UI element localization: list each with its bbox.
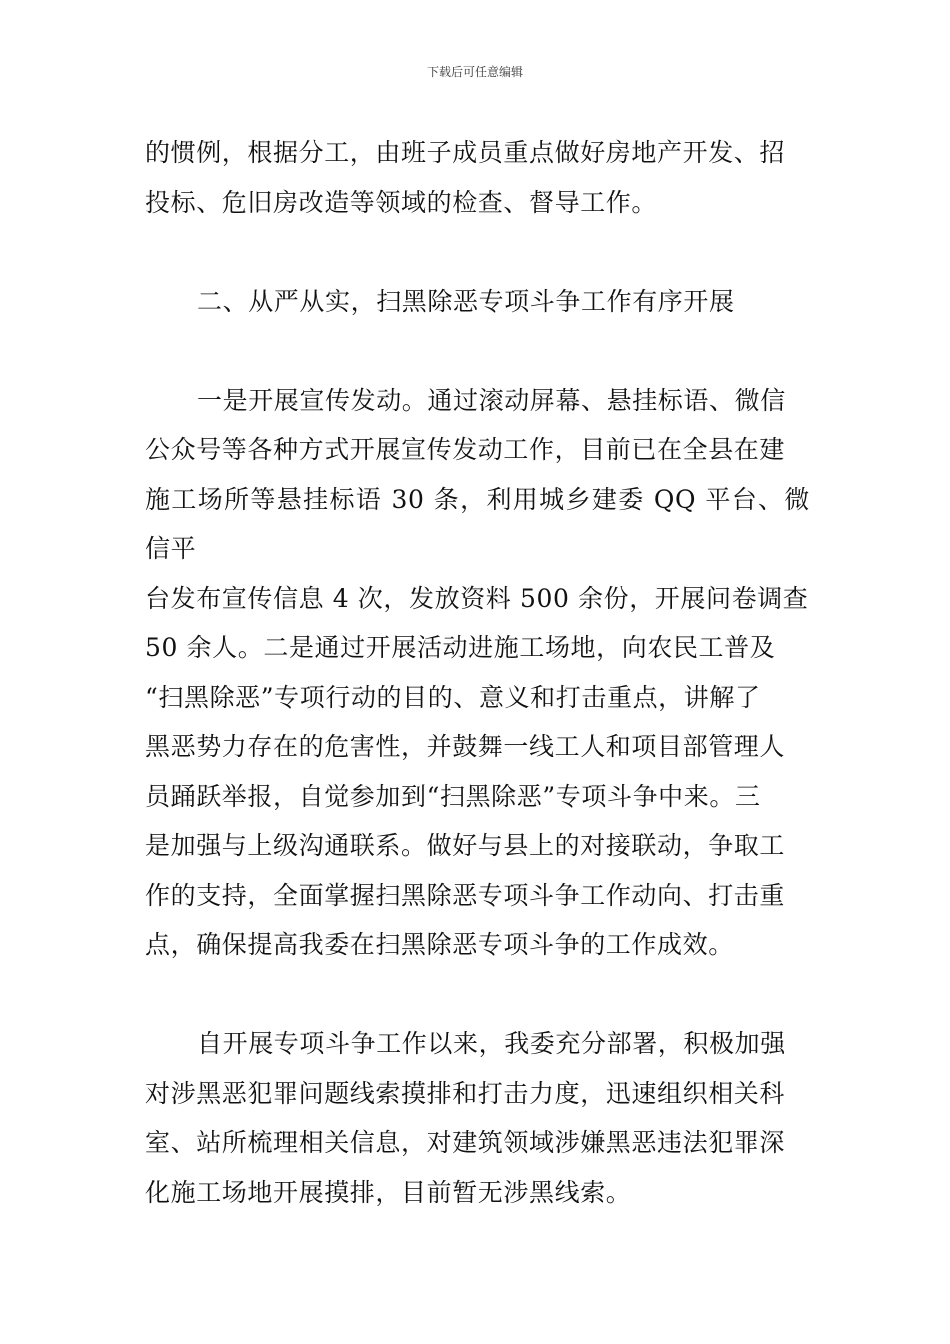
text-line: 室、站所梳理相关信息，对建筑领域涉嫌黑恶违法犯罪深 <box>145 1128 786 1157</box>
text-line: 50 余人。二是通过开展活动进施工场地，向农民工普及 <box>145 633 776 662</box>
text-line: “扫黑除恶”专项行动的目的、意义和打击重点，讲解了 <box>145 682 761 712</box>
paragraph-continuation <box>145 128 810 227</box>
text-line: 公众号等各种方式开展宣传发动工作，目前已在全县在建 <box>145 435 786 464</box>
paragraph-gap <box>145 326 810 376</box>
text-line: 对涉黑恶犯罪问题线索摸排和打击力度，迅速组织相关科 <box>145 1078 786 1108</box>
paragraph-investigation <box>145 1019 810 1217</box>
paragraph-gap <box>145 227 810 277</box>
text-line: 二、从严从实，扫黑除恶专项斗争工作有序开展 <box>197 286 735 316</box>
text-line: 自开展专项斗争工作以来，我委充分部署，积极加强 <box>197 1029 786 1058</box>
text-line: 台发布宣传信息 4 次，发放资料 500 余份，开展问卷调查 <box>145 583 809 613</box>
text-line: 是加强与上级沟通联系。做好与县上的对接联动，争取工 <box>145 831 786 860</box>
text-line: 员踊跃举报，自觉参加到“扫黑除恶”专项斗争中来。三 <box>145 781 761 811</box>
text-line: 投标、危旧房改造等领域的检查、督导工作。 <box>145 187 658 217</box>
text-line: 作的支持，全面掌握扫黑除恶专项斗争工作动向、打击重 <box>145 880 786 910</box>
paragraph-gap <box>145 970 810 1020</box>
text-line: 黑恶势力存在的危害性，并鼓舞一线工人和项目部管理人 <box>145 732 786 761</box>
page-header: 下载后可任意编辑 <box>426 65 523 79</box>
paragraph-publicity <box>145 376 810 970</box>
document-body <box>145 128 810 1217</box>
text-line: 点，确保提高我委在扫黑除恶专项斗争的工作成效。 <box>145 930 734 959</box>
text-line: 施工场所等悬挂标语 30 条，利用城乡建委 QQ 平台、微信平 <box>145 484 810 563</box>
text-line: 一是开展宣传发动。通过滚动屏幕、悬挂标语、微信 <box>197 385 786 415</box>
text-line: 的惯例，根据分工，由班子成员重点做好房地产开发、招 <box>145 138 786 167</box>
section-heading <box>145 277 810 327</box>
text-line: 化施工场地开展摸排，目前暂无涉黑线索。 <box>145 1177 632 1207</box>
